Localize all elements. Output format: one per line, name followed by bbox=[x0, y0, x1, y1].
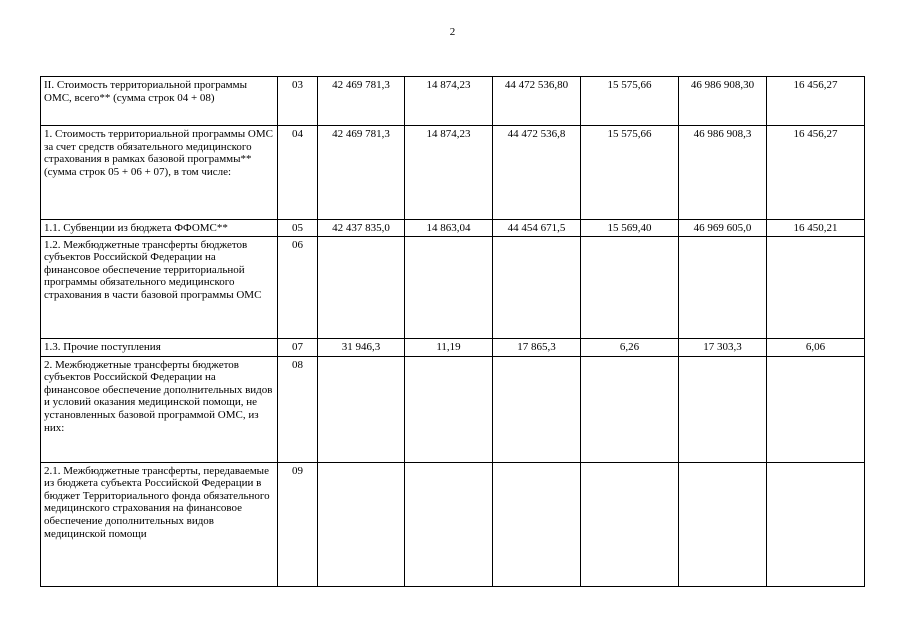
row-name-cell: 1.2. Межбюджетные трансферты бюджетов субъектов Российской Федерации на финансовое обеспечение территориальной программы обязательного медицинского страхования в части базовой программы ОМС bbox=[41, 236, 278, 338]
value-cell bbox=[679, 356, 767, 462]
value-cell: 14 874,23 bbox=[405, 77, 493, 126]
value-cell: 46 969 605,0 bbox=[679, 220, 767, 237]
financing-table bbox=[40, 76, 865, 587]
value-cell: 15 569,40 bbox=[581, 220, 679, 237]
value-cell: 31 946,3 bbox=[318, 338, 405, 356]
value-cell bbox=[318, 356, 405, 462]
value-cell bbox=[405, 356, 493, 462]
value-cell: 17 865,3 bbox=[493, 338, 581, 356]
row-code-cell: 05 bbox=[278, 220, 318, 237]
value-cell: 16 456,27 bbox=[767, 126, 865, 220]
row-name-cell: 2.1. Межбюджетные трансферты, передаваемые из бюджета субъекта Российской Федерации в бюджет Территориального фонда обязательного медицинского страхования на финансовое обеспечение дополнительных видов медицинской помощи bbox=[41, 462, 278, 586]
value-cell: 16 450,21 bbox=[767, 220, 865, 237]
table-row bbox=[41, 462, 865, 586]
value-cell: 44 472 536,8 bbox=[493, 126, 581, 220]
table-row bbox=[41, 356, 865, 462]
row-code-cell: 09 bbox=[278, 462, 318, 586]
value-cell bbox=[318, 462, 405, 586]
value-cell bbox=[318, 236, 405, 338]
page-number: 2 bbox=[449, 26, 456, 38]
value-cell bbox=[767, 236, 865, 338]
value-cell bbox=[581, 356, 679, 462]
table-row bbox=[41, 220, 865, 237]
value-cell: 6,06 bbox=[767, 338, 865, 356]
value-cell: 42 469 781,3 bbox=[318, 77, 405, 126]
value-cell bbox=[405, 236, 493, 338]
value-cell bbox=[493, 236, 581, 338]
value-cell bbox=[767, 356, 865, 462]
value-cell: 46 986 908,30 bbox=[679, 77, 767, 126]
value-cell: 42 437 835,0 bbox=[318, 220, 405, 237]
row-name-cell: II. Стоимость территориальной программы ОМС, всего** (сумма строк 04 + 08) bbox=[41, 77, 278, 126]
value-cell bbox=[679, 236, 767, 338]
value-cell: 17 303,3 bbox=[679, 338, 767, 356]
table-row bbox=[41, 77, 865, 126]
row-name-cell: 1.3. Прочие поступления bbox=[41, 338, 278, 356]
value-cell: 6,26 bbox=[581, 338, 679, 356]
row-code-cell: 06 bbox=[278, 236, 318, 338]
value-cell: 16 456,27 bbox=[767, 77, 865, 126]
row-code-cell: 08 bbox=[278, 356, 318, 462]
row-code-cell: 07 bbox=[278, 338, 318, 356]
table-row bbox=[41, 338, 865, 356]
row-name-cell: 1. Стоимость территориальной программы ОМС за счет средств обязательного медицинского страхования в рамках базовой программы** (сумма строк 05 + 06 + 07), в том числе: bbox=[41, 126, 278, 220]
value-cell: 14 863,04 bbox=[405, 220, 493, 237]
value-cell: 11,19 bbox=[405, 338, 493, 356]
value-cell bbox=[493, 356, 581, 462]
row-name-cell: 2. Межбюджетные трансферты бюджетов субъектов Российской Федерации на финансовое обеспечение дополнительных видов и условий оказания медицинской помощи, не установленных базовой программой ОМС, из них: bbox=[41, 356, 278, 462]
value-cell bbox=[767, 462, 865, 586]
value-cell: 44 454 671,5 bbox=[493, 220, 581, 237]
value-cell: 14 874,23 bbox=[405, 126, 493, 220]
table-row bbox=[41, 126, 865, 220]
value-cell: 15 575,66 bbox=[581, 126, 679, 220]
table-row bbox=[41, 236, 865, 338]
value-cell: 44 472 536,80 bbox=[493, 77, 581, 126]
value-cell bbox=[581, 462, 679, 586]
value-cell: 42 469 781,3 bbox=[318, 126, 405, 220]
value-cell bbox=[493, 462, 581, 586]
value-cell bbox=[679, 462, 767, 586]
value-cell bbox=[581, 236, 679, 338]
value-cell: 46 986 908,3 bbox=[679, 126, 767, 220]
row-code-cell: 03 bbox=[278, 77, 318, 126]
value-cell: 15 575,66 bbox=[581, 77, 679, 126]
row-code-cell: 04 bbox=[278, 126, 318, 220]
row-name-cell: 1.1. Субвенции из бюджета ФФОМС** bbox=[41, 220, 278, 237]
value-cell bbox=[405, 462, 493, 586]
